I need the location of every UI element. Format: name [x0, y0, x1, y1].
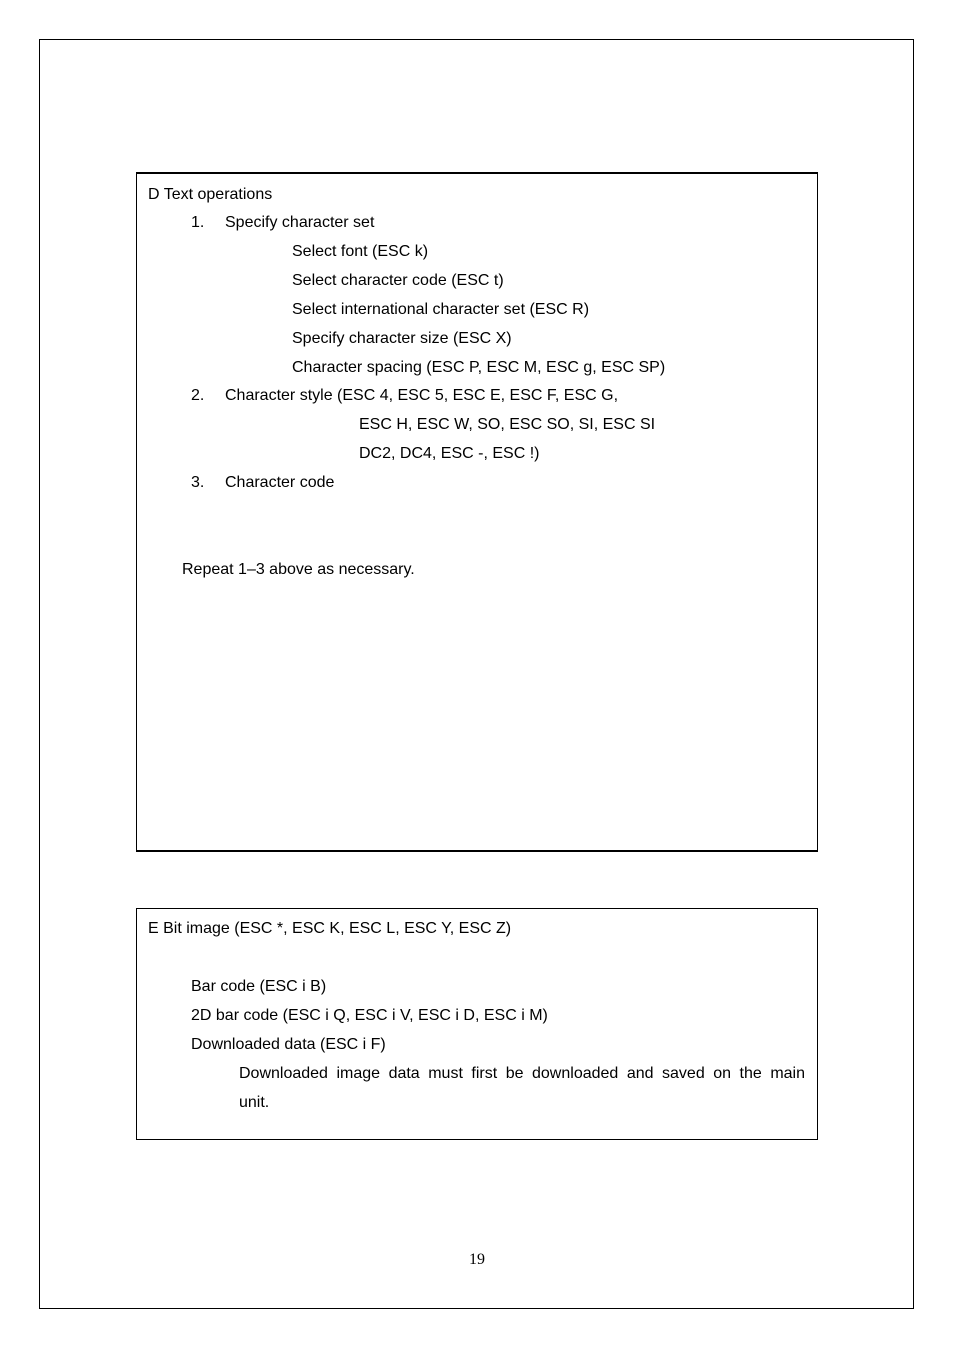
item2-number: 2.: [191, 387, 205, 404]
item-2d-bar-code: 2D bar code (ESC i Q, ESC i V, ESC i D, ESC i M): [191, 1007, 548, 1024]
downloaded-data-note-line2: unit.: [239, 1094, 270, 1111]
page-number: 19: [469, 1251, 485, 1268]
downloaded-data-note-line1: Downloaded image data must first be downloaded and saved on the main: [239, 1065, 805, 1082]
section-e-heading: E Bit image (ESC *, ESC K, ESC L, ESC Y, ESC Z): [148, 920, 512, 937]
item1-label: Specify character set: [225, 214, 375, 231]
subitem-select-international-set: Select international character set (ESC R): [292, 301, 590, 318]
item2-continuation-1: ESC H, ESC W, SO, ESC SO, SI, ESC SI: [359, 416, 656, 433]
section-d-heading: D Text operations: [148, 186, 273, 203]
item2-continuation-2: DC2, DC4, ESC -, ESC !): [359, 445, 540, 462]
text-operations-box: [136, 172, 818, 852]
item2-label: Character style (ESC 4, ESC 5, ESC E, ESC F, ESC G,: [225, 387, 619, 404]
item-bar-code: Bar code (ESC i B): [191, 978, 327, 995]
item1-number: 1.: [191, 214, 205, 231]
subitem-character-size: Specify character size (ESC X): [292, 330, 512, 347]
repeat-note: Repeat 1–3 above as necessary.: [182, 561, 415, 578]
item3-number: 3.: [191, 474, 205, 491]
item-downloaded-data: Downloaded data (ESC i F): [191, 1036, 386, 1053]
subitem-select-character-code: Select character code (ESC t): [292, 272, 504, 289]
bit-image-box: [136, 908, 818, 1140]
subitem-character-spacing: Character spacing (ESC P, ESC M, ESC g, ESC SP): [292, 359, 666, 376]
item3-label: Character code: [225, 474, 335, 491]
subitem-select-font: Select font (ESC k): [292, 243, 429, 260]
